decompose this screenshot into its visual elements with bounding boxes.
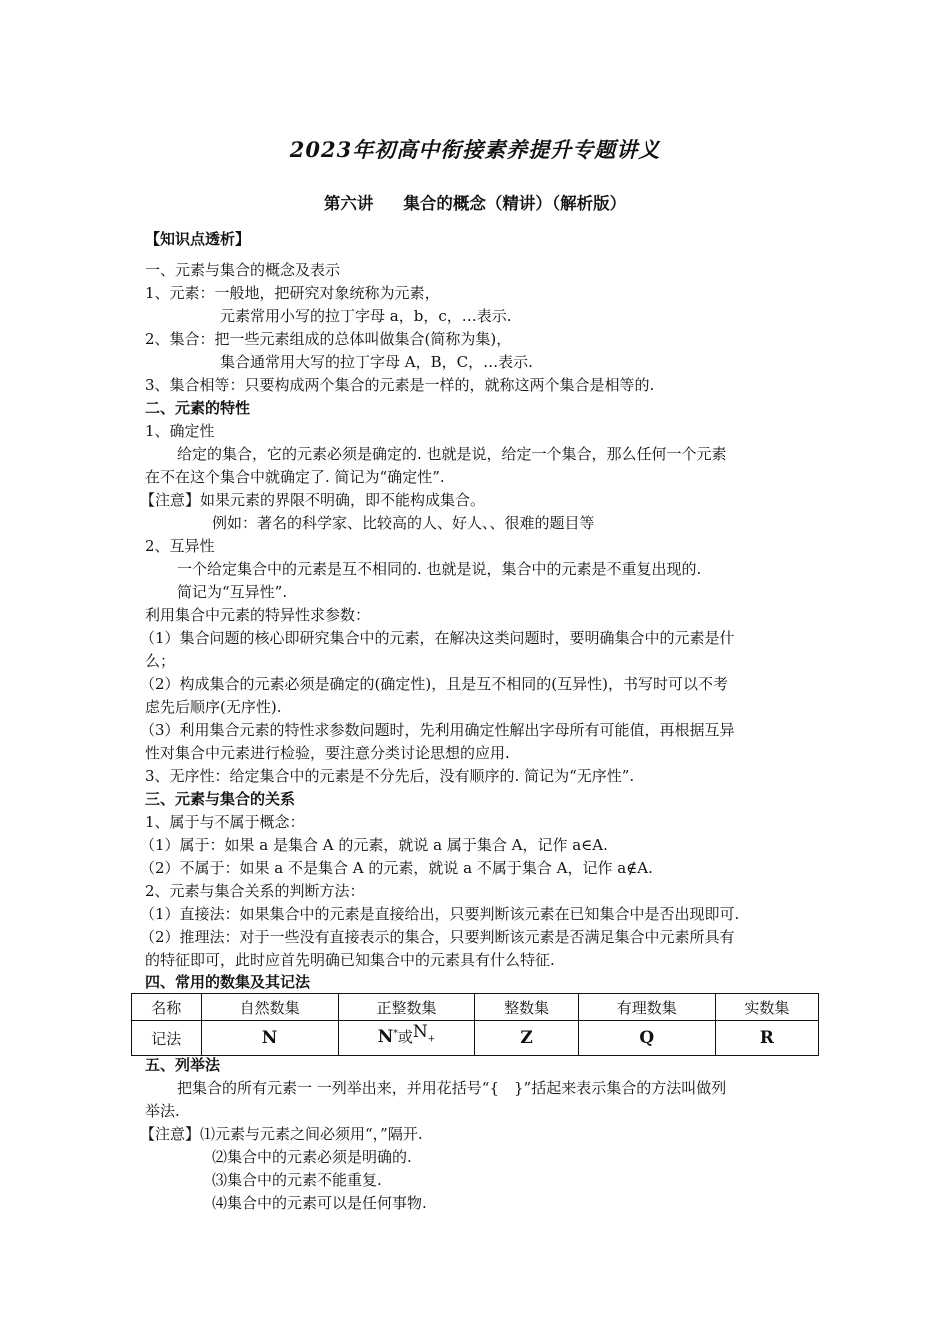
- symbol-natural: N: [201, 1021, 338, 1056]
- symbol-positive-integers: [338, 1021, 475, 1056]
- heading-membership: 三、元素与集合的关系: [145, 790, 296, 808]
- distinctness-text: 一个给定集合中的元素是互不相同的. 也就是说，集合中的元素是不重复出现的.: [177, 560, 702, 578]
- element-notation: 元素常用小写的拉丁字母 a，b，c，…表示.: [220, 307, 512, 325]
- definition-element: [145, 283, 440, 303]
- method-inference-2: 的特征即可，此时应首先明确已知集合中的元素具有什么特征.: [145, 951, 555, 969]
- symbol-positive-main: N: [377, 1027, 394, 1048]
- table-header-row: [132, 994, 819, 1021]
- parameter-methods-heading: 利用集合中元素的特异性求参数：: [145, 606, 371, 624]
- definiteness-text-2: 在不在这个集合中就确定了. 简记为“确定性”.: [145, 468, 445, 486]
- table-header-cell: 名称: [132, 994, 202, 1021]
- example-definiteness: 例如：著名的科学家、比较高的人、好人、、很难的题目等: [212, 514, 595, 532]
- lecture-heading: [0, 190, 950, 214]
- listing-note-2: ⑵集合中的元素必须是明确的.: [212, 1148, 412, 1166]
- definition-element-term: 元素: [394, 284, 425, 302]
- table-row: [132, 1021, 819, 1056]
- parameter-method-1b: 么；: [145, 652, 176, 670]
- distinctness-summary: 简记为“互异性”.: [177, 583, 288, 601]
- set-notation: 集合通常用大写的拉丁字母 A，B，C，…表示.: [220, 353, 533, 371]
- listing-note-4: ⑷集合中的元素可以是任何事物.: [212, 1194, 427, 1212]
- symbol-positive-alt: [412, 1022, 436, 1045]
- membership-belongs: （1）属于：如果 a 是集合 A 的元素，就说 a 属于集合 A，记作 a∈A.: [140, 836, 608, 854]
- parameter-method-3b: 性对集合中元素进行检验，要注意分类讨论思想的应用.: [145, 744, 510, 762]
- method-inference-1: （2）推理法：对于一些没有直接表示的集合，只要判断该元素是否满足集合中元素所具有: [140, 928, 735, 946]
- lecture-topic: 集合的概念（精讲）（解析版）: [403, 194, 627, 213]
- heading-number-sets: 四、常用的数集及其记法: [145, 973, 311, 991]
- section-knowledge-points: 【知识点透析】: [145, 230, 251, 248]
- listing-method-text-1: 把集合的所有元素一 一列举出来，并用花括号“{ }”括起来表示集合的方法叫做列: [177, 1079, 727, 1097]
- heading-definiteness: 1、确定性: [145, 422, 215, 440]
- membership-concept: 1、属于与不属于概念：: [145, 813, 305, 831]
- table-header-cell: 自然数集: [201, 994, 338, 1021]
- document-title: 2023年初高中衔接素养提升专题讲义: [289, 137, 661, 162]
- definition-element-tail: ，: [424, 284, 440, 302]
- symbol-positive-alt-sub: +: [427, 1034, 436, 1045]
- symbol-rational: Q: [578, 1021, 715, 1056]
- table-header-cell: 整数集: [475, 994, 578, 1021]
- heading-listing-method: 五、列举法: [145, 1056, 221, 1074]
- parameter-method-3a: （3）利用集合元素的特性求参数问题时，先利用确定性解出字母所有可能值，再根据互异: [140, 721, 735, 739]
- lecture-number: 第六讲: [323, 194, 374, 213]
- heading-distinctness: 2、互异性: [145, 537, 215, 555]
- heading-element-properties: 二、元素的特性: [145, 399, 251, 417]
- definition-set-equality: 3、集合相等：只要构成两个集合的元素是一样的，就称这两个集合是相等的.: [145, 376, 655, 394]
- membership-methods: 2、元素与集合关系的判断方法：: [145, 882, 365, 900]
- listing-note-3: ⑶集合中的元素不能重复.: [212, 1171, 382, 1189]
- listing-note-1: 【注意】⑴元素与元素之间必须用“，”隔开.: [140, 1125, 423, 1143]
- definition-unordered: 3、无序性：给定集合中的元素是不分先后，没有顺序的. 简记为“无序性”.: [145, 767, 635, 785]
- method-direct: （1）直接法：如果集合中的元素是直接给出，只要判断该元素在已知集合中是否出现即可.: [140, 905, 740, 923]
- heading-elements-and-sets: 一、元素与集合的概念及表示: [145, 261, 341, 279]
- symbol-or: 或: [397, 1028, 413, 1047]
- parameter-method-2b: 虑先后顺序(无序性).: [145, 698, 282, 716]
- number-sets-table: [131, 993, 819, 1056]
- parameter-method-2a: （2）构成集合的元素必须是确定的(确定性)，且是互不相同的(互异性)，书写时可以不考: [140, 675, 728, 693]
- symbol-positive-sup: *: [393, 1029, 398, 1040]
- table-header-cell: 实数集: [715, 994, 818, 1021]
- listing-method-text-2: 举法.: [145, 1102, 180, 1120]
- note-definiteness: 【注意】如果元素的界限不明确，即不能构成集合。: [140, 491, 486, 509]
- definition-set: 2、集合：把一些元素组成的总体叫做集合(简称为集)，: [145, 330, 512, 348]
- definiteness-text-1: 给定的集合，它的元素必须是确定的. 也就是说，给定一个集合，那么任何一个元素: [177, 445, 727, 463]
- symbol-real: R: [715, 1021, 818, 1056]
- table-header-cell: 有理数集: [578, 994, 715, 1021]
- membership-not-belongs: （2）不属于：如果 a 不是集合 A 的元素，就说 a 不属于集合 A，记作 a∉A.: [140, 859, 653, 877]
- table-row-label: 记法: [132, 1021, 202, 1056]
- symbol-integer: Z: [475, 1021, 578, 1056]
- table-header-cell: 正整数集: [338, 994, 475, 1021]
- definition-element-text: 1、元素：一般地，把研究对象统称为: [145, 284, 395, 302]
- symbol-positive-alt-letter: N: [412, 1022, 428, 1043]
- parameter-method-1a: （1）集合问题的核心即研究集合中的元素，在解决这类问题时，要明确集合中的元素是什: [140, 629, 735, 647]
